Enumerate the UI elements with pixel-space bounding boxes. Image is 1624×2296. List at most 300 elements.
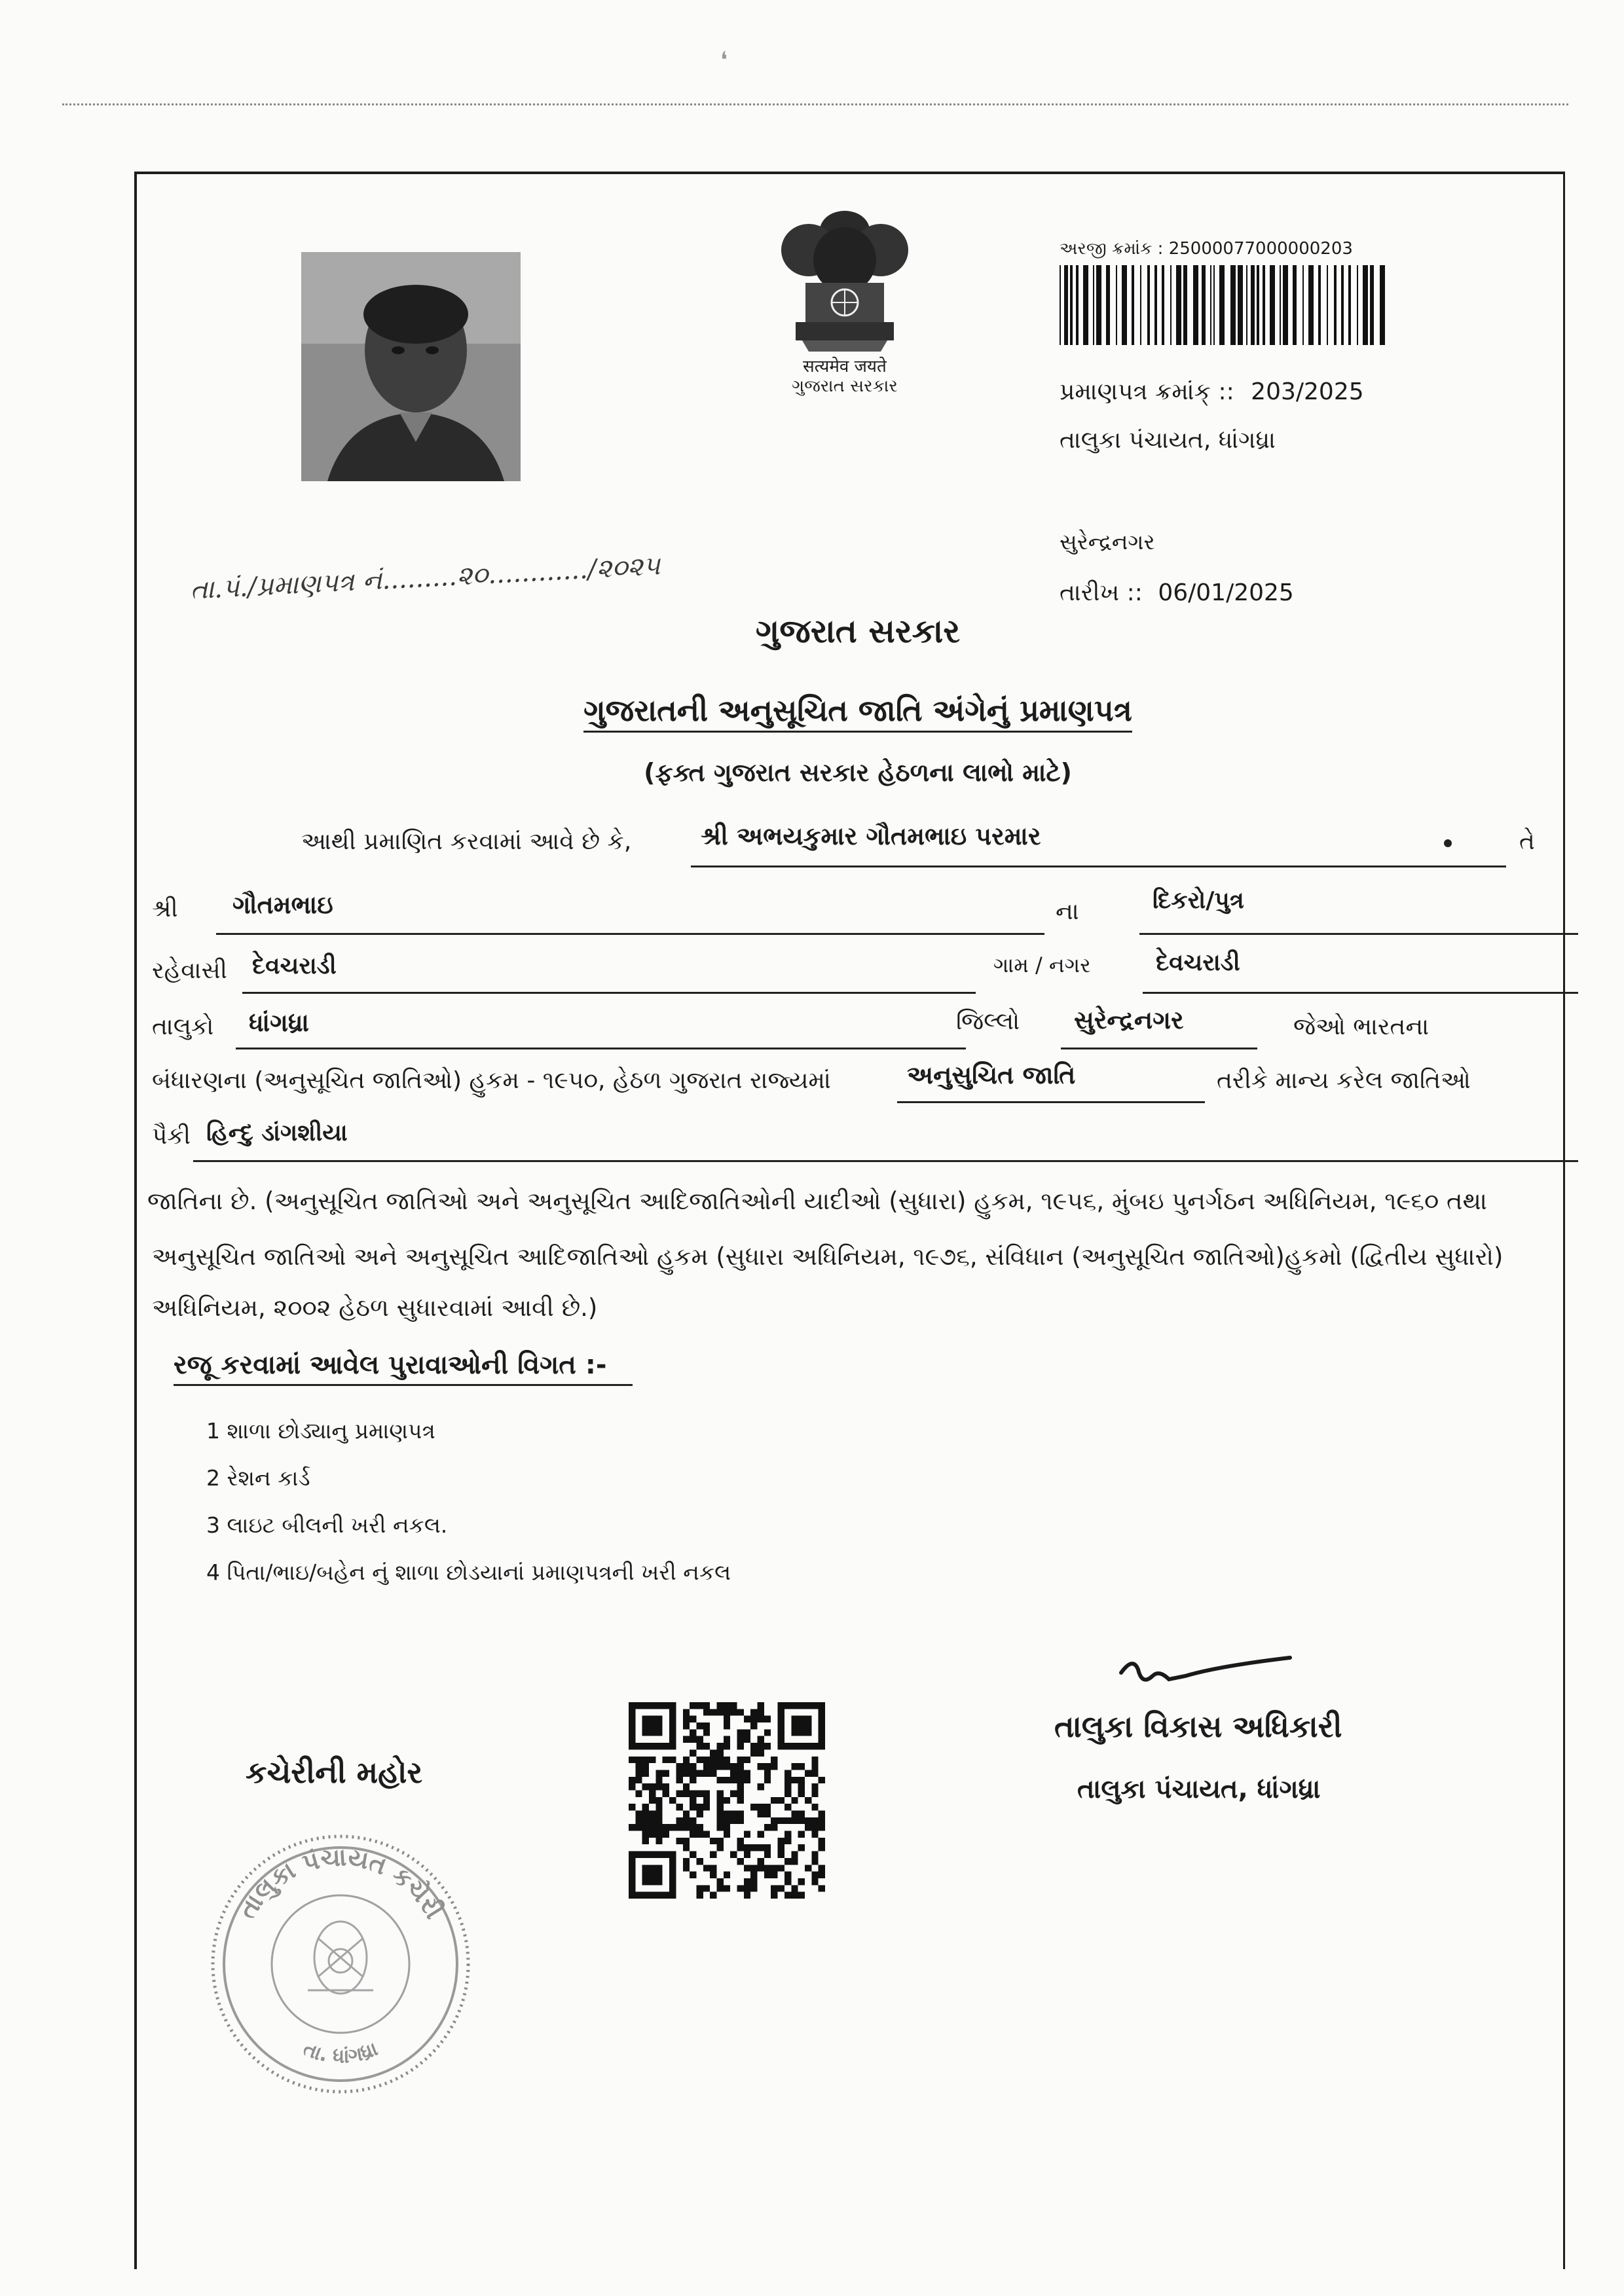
qr-module <box>737 1783 744 1790</box>
qr-module <box>669 1757 676 1763</box>
qr-module <box>791 1811 798 1817</box>
qr-module <box>819 1844 825 1851</box>
qr-module <box>737 1858 744 1865</box>
qr-module <box>649 1722 655 1729</box>
qr-module <box>819 1722 825 1729</box>
qr-module <box>750 1749 757 1756</box>
legal-paragraph-line-2: અનુસૂચિત જાતિઓ અને અનુસૂચિત આદિજાતિઓ હુકમ (સુધારા અધિનિયમ, ૧૯૭૬, સંવિધાન (અનુસૂચિત જાતિઓ)હુકમો (દ્વિતીય સુધારો) <box>152 1243 1504 1271</box>
qr-module <box>710 1892 716 1899</box>
qr-module <box>655 1722 662 1729</box>
qr-module <box>655 1811 662 1817</box>
qr-module <box>811 1804 818 1810</box>
qr-module <box>649 1743 655 1749</box>
qr-module <box>724 1817 730 1824</box>
qr-module <box>629 1729 635 1736</box>
qr-module <box>778 1817 784 1824</box>
qr-module <box>696 1831 703 1838</box>
qr-module <box>791 1716 798 1722</box>
qr-module <box>724 1757 730 1763</box>
qr-module <box>663 1783 669 1790</box>
qr-module <box>629 1851 635 1858</box>
qr-module <box>750 1878 757 1885</box>
barcode-bar <box>1263 265 1265 345</box>
qr-module <box>669 1743 676 1749</box>
qr-module <box>629 1878 635 1885</box>
qr-module <box>758 1743 764 1749</box>
qr-module <box>819 1885 825 1891</box>
qr-module <box>784 1783 791 1790</box>
barcode-bar <box>1357 265 1358 345</box>
qr-module <box>669 1878 676 1885</box>
village-underline <box>1143 992 1578 994</box>
qr-module <box>635 1851 642 1858</box>
qr-module <box>784 1838 791 1844</box>
qr-module <box>710 1763 716 1770</box>
qr-module <box>764 1777 771 1783</box>
qr-module <box>690 1817 696 1824</box>
qr-module <box>724 1797 730 1804</box>
qr-module <box>758 1858 764 1865</box>
father-underline <box>216 933 1044 935</box>
qr-module <box>663 1743 669 1749</box>
qr-module <box>716 1743 723 1749</box>
qr-module <box>690 1797 696 1804</box>
qr-module <box>737 1736 744 1743</box>
emblem-motto: सत्यमेव जयते <box>803 357 887 376</box>
qr-module <box>724 1702 730 1709</box>
qr-module <box>642 1838 649 1844</box>
qr-module <box>798 1722 805 1729</box>
legal-paragraph-line-1: જાતિના છે. (અનુસૂચિત જાતિઓ અને અનુસૂચિત આદિજાતિઓની યાદીઓ (સુધારા) હુકમ, ૧૯૫૬, મુંબઇ પુનર્ગઠન અધિનિયમ, ૧૯૬૦ તથા <box>147 1187 1487 1215</box>
barcode-bar <box>1348 265 1351 345</box>
qr-module <box>696 1804 703 1810</box>
qr-module <box>716 1885 723 1891</box>
qr-module <box>758 1804 764 1810</box>
qr-module <box>724 1736 730 1743</box>
resident-underline <box>242 992 976 994</box>
qr-module <box>791 1722 798 1729</box>
barcode-bar <box>1140 265 1141 345</box>
qr-module <box>737 1729 744 1736</box>
barcode-bar <box>1251 265 1255 345</box>
qr-module <box>663 1892 669 1899</box>
qr-module <box>798 1831 805 1838</box>
qr-module <box>784 1878 791 1885</box>
qr-module <box>737 1838 744 1844</box>
qr-module <box>655 1817 662 1824</box>
documents-heading: રજૂ કરવામાં આવેલ પુરાવાઓની વિગત :- <box>174 1350 633 1380</box>
qr-module <box>683 1770 690 1776</box>
district-value: સુરેન્દ્રનગર <box>1074 1006 1184 1034</box>
qr-module <box>758 1763 764 1770</box>
qr-module <box>784 1777 791 1783</box>
barcode-bar <box>1219 265 1225 345</box>
qr-module <box>758 1709 764 1715</box>
qr-module <box>737 1811 744 1817</box>
qr-module <box>819 1743 825 1749</box>
qr-module <box>819 1817 825 1824</box>
barcode-bar <box>1341 265 1344 345</box>
qr-module <box>669 1892 676 1899</box>
qr-module <box>744 1844 750 1851</box>
qr-module <box>683 1783 690 1790</box>
qr-module <box>791 1817 798 1824</box>
qr-module <box>737 1817 744 1824</box>
barcode-bar <box>1162 265 1164 345</box>
qr-module <box>805 1770 811 1776</box>
qr-module <box>683 1844 690 1851</box>
te-text: તે <box>1519 828 1535 855</box>
qr-module <box>629 1702 635 1709</box>
qr-module <box>649 1811 655 1817</box>
qr-module <box>811 1770 818 1776</box>
qr-module <box>805 1722 811 1729</box>
barcode-bar <box>1083 265 1088 345</box>
qr-module <box>750 1722 757 1729</box>
qr-module <box>649 1783 655 1790</box>
qr-module <box>771 1817 777 1824</box>
qr-module <box>724 1743 730 1749</box>
qr-module <box>724 1722 730 1729</box>
qr-module <box>811 1757 818 1763</box>
qr-module <box>805 1797 811 1804</box>
scan-edge-line <box>62 103 1568 105</box>
qr-module <box>703 1722 710 1729</box>
qr-module <box>819 1709 825 1715</box>
qr-module <box>649 1729 655 1736</box>
qr-module <box>771 1824 777 1831</box>
qr-module <box>778 1729 784 1736</box>
qr-module <box>811 1702 818 1709</box>
qr-module <box>730 1851 737 1858</box>
category-underline <box>897 1101 1205 1103</box>
qr-module <box>758 1702 764 1709</box>
office-seal-label: કચેરીની મહોર <box>246 1755 423 1790</box>
qr-module <box>683 1790 690 1796</box>
barcode-bar <box>1230 265 1236 345</box>
barcode-bar <box>1116 265 1117 345</box>
qr-module <box>791 1851 798 1858</box>
qr-module <box>642 1804 649 1810</box>
qr-module <box>642 1824 649 1831</box>
barcode-bar <box>1327 265 1328 345</box>
qr-module <box>724 1872 730 1878</box>
qr-module <box>716 1844 723 1851</box>
qr-module <box>690 1763 696 1770</box>
qr-module <box>750 1844 757 1851</box>
qr-module <box>778 1865 784 1871</box>
qr-module <box>724 1824 730 1831</box>
certificate-number <box>1060 378 1364 406</box>
qr-module <box>710 1838 716 1844</box>
qr-module <box>750 1865 757 1871</box>
barcode-bar <box>1318 265 1321 345</box>
barcode-bar <box>1210 265 1211 345</box>
qr-module <box>724 1777 730 1783</box>
qr-module <box>716 1804 723 1810</box>
qr-module <box>710 1865 716 1871</box>
qr-module <box>737 1790 744 1796</box>
qr-module <box>744 1729 750 1736</box>
qr-module <box>655 1892 662 1899</box>
na-text: ના <box>1056 898 1079 925</box>
handwritten-reference: તા.પં./પ્રમાણપત્ર નં.........૨૦............/૨૦૨૫ <box>189 551 661 606</box>
barcode-bar <box>1070 265 1073 345</box>
qr-module <box>683 1811 690 1817</box>
qr-module <box>805 1817 811 1824</box>
qr-module <box>798 1844 805 1851</box>
caste-value: હિન્દુ ડાંગશીયા <box>206 1120 348 1146</box>
qr-module <box>683 1722 690 1729</box>
qr-module <box>655 1878 662 1885</box>
qr-module <box>778 1716 784 1722</box>
qr-module <box>778 1838 784 1844</box>
qr-module <box>819 1872 825 1878</box>
barcode-bar <box>1334 265 1337 345</box>
qr-module <box>649 1865 655 1871</box>
qr-module <box>791 1885 798 1891</box>
qr-module <box>669 1851 676 1858</box>
qr-module <box>737 1885 744 1891</box>
qr-module <box>791 1777 798 1783</box>
qr-module <box>737 1777 744 1783</box>
qr-module <box>690 1851 696 1858</box>
qr-module <box>758 1811 764 1817</box>
qr-module <box>629 1892 635 1899</box>
qr-module <box>805 1716 811 1722</box>
qr-module <box>730 1770 737 1776</box>
qr-module <box>669 1702 676 1709</box>
qr-module <box>655 1702 662 1709</box>
qr-module <box>663 1702 669 1709</box>
qr-module <box>730 1790 737 1796</box>
qr-module <box>784 1702 791 1709</box>
qr-module <box>798 1716 805 1722</box>
village-value: દેવચરાડી <box>1156 949 1240 976</box>
qr-module <box>703 1831 710 1838</box>
qr-module <box>771 1885 777 1891</box>
qr-module <box>778 1743 784 1749</box>
qr-module <box>663 1824 669 1831</box>
qr-module <box>635 1702 642 1709</box>
district-label: જિલ્લો <box>956 1008 1020 1035</box>
recognized-text: તરીકે માન્ય કરેલ જાતિઓ <box>1217 1067 1471 1094</box>
qr-module <box>703 1865 710 1871</box>
qr-module <box>655 1777 662 1783</box>
qr-module <box>716 1702 723 1709</box>
qr-module <box>811 1851 818 1858</box>
qr-module <box>703 1702 710 1709</box>
qr-module <box>716 1763 723 1770</box>
qr-module <box>771 1763 777 1770</box>
qr-module <box>764 1811 771 1817</box>
qr-module <box>683 1817 690 1824</box>
qr-module <box>737 1763 744 1770</box>
qr-module <box>791 1729 798 1736</box>
qr-module <box>676 1838 682 1844</box>
barcode-bar <box>1213 265 1215 345</box>
qr-module <box>764 1844 771 1851</box>
seal-text-top: તાલુકા પંચાયત કચેરી <box>232 1842 449 1924</box>
seal-text-bottom: તા. ધાંગધ્રા <box>300 2037 381 2068</box>
qr-module <box>669 1858 676 1865</box>
shri-label: શ્રી <box>152 896 178 922</box>
qr-module <box>744 1716 750 1722</box>
qr-module <box>642 1892 649 1899</box>
qr-module <box>805 1743 811 1749</box>
qr-module <box>744 1885 750 1891</box>
caste-underline <box>193 1160 1578 1162</box>
qr-module <box>764 1804 771 1810</box>
qr-module <box>642 1729 649 1736</box>
qr-module <box>642 1811 649 1817</box>
qr-module <box>811 1872 818 1878</box>
barcode-bar <box>1246 265 1247 345</box>
document-item: 3 લાઇટ બીલની ખરી નકલ. <box>206 1512 448 1538</box>
qr-module <box>642 1783 649 1790</box>
barcode-bar <box>1370 265 1374 345</box>
qr-module <box>629 1777 635 1783</box>
qr-module <box>669 1729 676 1736</box>
qr-module <box>703 1804 710 1810</box>
qr-module <box>784 1743 791 1749</box>
qr-module <box>690 1824 696 1831</box>
qr-module <box>649 1872 655 1878</box>
qr-module <box>676 1763 682 1770</box>
qr-module <box>758 1716 764 1722</box>
qr-module <box>669 1824 676 1831</box>
qr-module <box>737 1797 744 1804</box>
documents-list <box>206 1408 731 1596</box>
qr-module <box>676 1817 682 1824</box>
taluka-underline <box>236 1048 966 1049</box>
qr-module <box>750 1709 757 1715</box>
qr-module <box>811 1763 818 1770</box>
qr-module <box>764 1729 771 1736</box>
qr-module <box>764 1824 771 1831</box>
qr-module <box>642 1770 649 1776</box>
qr-module <box>642 1702 649 1709</box>
qr-module <box>791 1858 798 1865</box>
qr-module <box>649 1831 655 1838</box>
qr-module <box>676 1790 682 1796</box>
qr-module <box>744 1865 750 1871</box>
barcode-bar <box>1176 265 1181 345</box>
office-seal <box>203 1827 478 2102</box>
qr-module <box>669 1722 676 1729</box>
qr-module <box>635 1770 642 1776</box>
qr-module <box>703 1709 710 1715</box>
qr-module <box>730 1763 737 1770</box>
qr-module <box>750 1885 757 1891</box>
qr-module <box>784 1858 791 1865</box>
qr-module <box>805 1824 811 1831</box>
qr-module <box>744 1831 750 1838</box>
scan-mark: ❛ <box>720 47 728 73</box>
barcode-bar <box>1096 265 1101 345</box>
qr-module <box>635 1777 642 1783</box>
qr-module <box>716 1838 723 1844</box>
barcode-bar <box>1170 265 1172 345</box>
ink-dot <box>1444 839 1452 847</box>
qr-module <box>655 1824 662 1831</box>
qr-module <box>635 1817 642 1824</box>
qr-module <box>642 1851 649 1858</box>
qr-module <box>784 1790 791 1796</box>
qr-module <box>737 1743 744 1749</box>
qr-module <box>663 1770 669 1776</box>
issuing-district: સુરેન્દ્રનગર <box>1060 529 1155 555</box>
qr-module <box>642 1722 649 1729</box>
qr-module <box>716 1749 723 1756</box>
qr-module <box>819 1702 825 1709</box>
qr-module <box>629 1743 635 1749</box>
qr-module <box>737 1770 744 1776</box>
qr-module <box>683 1865 690 1871</box>
qr-module <box>724 1885 730 1891</box>
qr-module <box>696 1824 703 1831</box>
qr-module <box>758 1749 764 1756</box>
barcode-bar <box>1060 265 1061 345</box>
qr-module <box>703 1757 710 1763</box>
india-text: જેઓ ભારતના <box>1293 1013 1430 1040</box>
barcode-bar <box>1308 265 1314 345</box>
qr-module <box>798 1702 805 1709</box>
qr-module <box>649 1851 655 1858</box>
qr-module <box>676 1777 682 1783</box>
qr-module <box>744 1777 750 1783</box>
qr-module <box>696 1757 703 1763</box>
qr-code <box>629 1702 825 1899</box>
father-name: ગૌતમભાઇ <box>232 890 333 919</box>
qr-module <box>750 1743 757 1749</box>
qr-module <box>655 1716 662 1722</box>
qr-module <box>811 1790 818 1796</box>
qr-module <box>758 1736 764 1743</box>
qr-module <box>649 1757 655 1763</box>
relation-underline <box>1139 933 1578 935</box>
qr-module <box>690 1790 696 1796</box>
qr-module <box>716 1757 723 1763</box>
qr-module <box>642 1763 649 1770</box>
qr-module <box>663 1831 669 1838</box>
qr-module <box>744 1736 750 1743</box>
qr-module <box>730 1702 737 1709</box>
qr-module <box>798 1892 805 1899</box>
qr-module <box>716 1824 723 1831</box>
certificate-number-value: 203/2025 <box>1251 378 1364 405</box>
qr-module <box>764 1770 771 1776</box>
qr-module <box>771 1757 777 1763</box>
barcode-bar <box>1132 265 1134 345</box>
qr-module <box>655 1831 662 1838</box>
qr-module <box>649 1824 655 1831</box>
qr-module <box>696 1811 703 1817</box>
qr-module <box>716 1777 723 1783</box>
qr-module <box>730 1817 737 1824</box>
qr-module <box>791 1702 798 1709</box>
qr-module <box>635 1743 642 1749</box>
among-label: પૈકી <box>152 1123 191 1150</box>
certificate-subtitle: (ફક્ત ગુજરાત સરકાર હેઠળના લાભો માટે) <box>644 758 1072 787</box>
svg-text:તાલુકા પંચાયત કચેરી <box>232 1842 449 1923</box>
qr-module <box>778 1797 784 1804</box>
qr-module <box>703 1885 710 1891</box>
qr-module <box>778 1885 784 1891</box>
qr-module <box>655 1804 662 1810</box>
qr-module <box>696 1885 703 1891</box>
document-item: 2 રેશન કાર્ડ <box>206 1465 310 1491</box>
